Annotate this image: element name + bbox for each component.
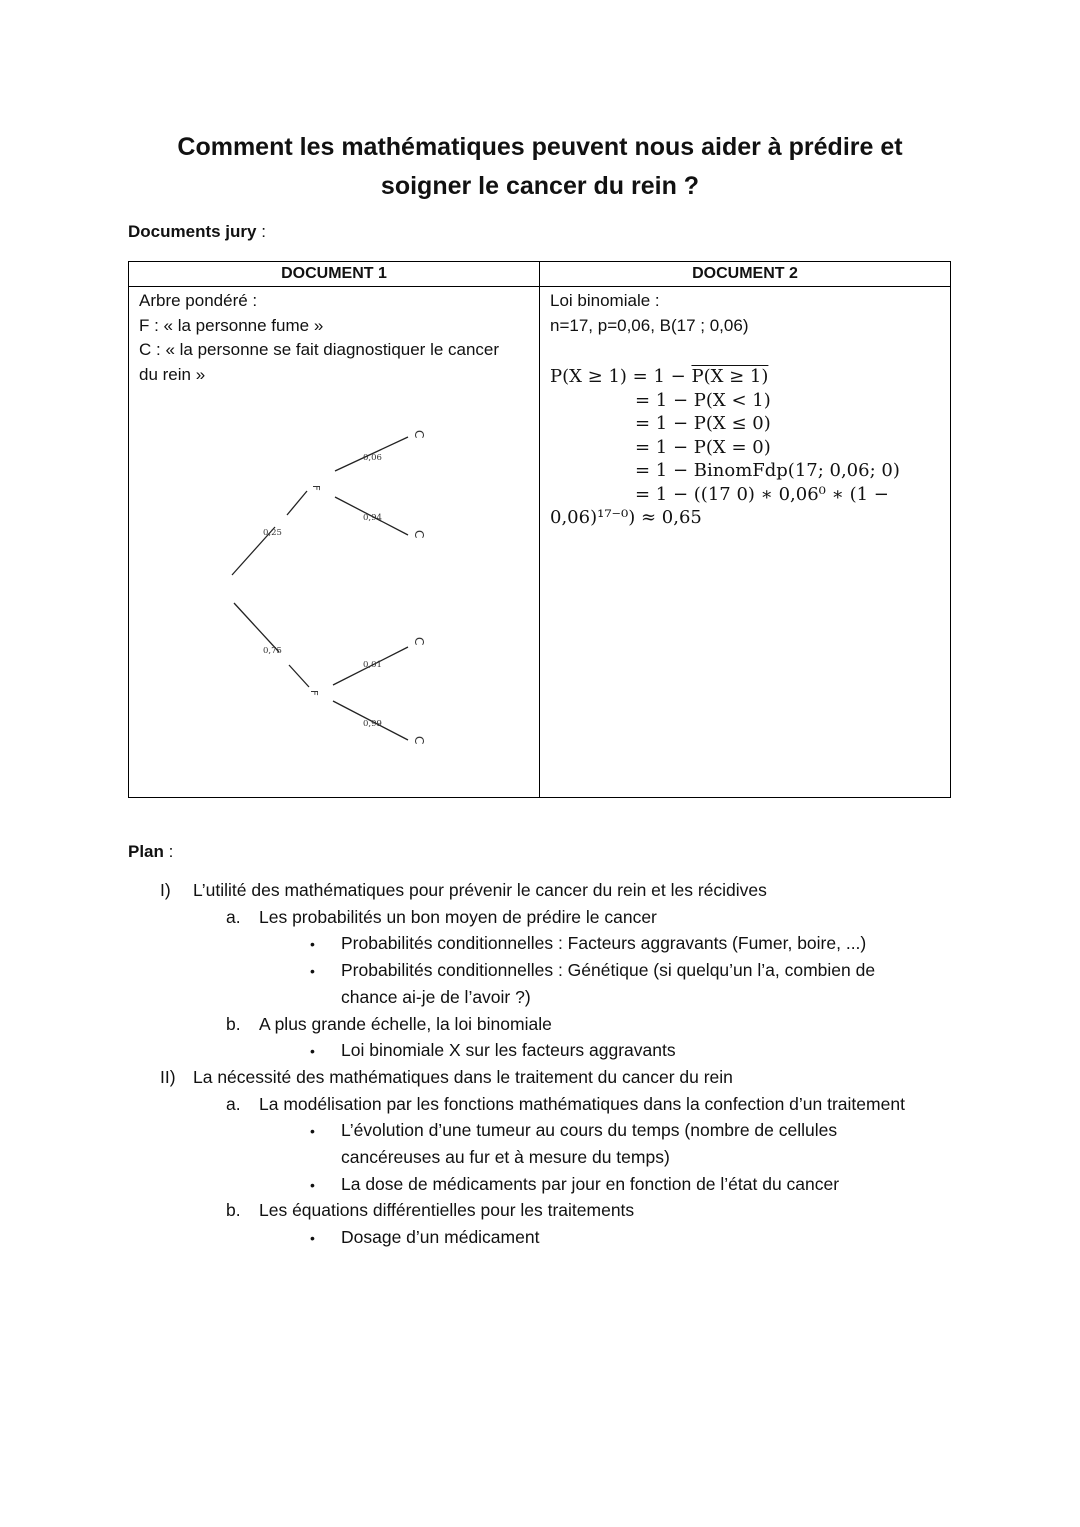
document1-line: du rein » [139,364,206,384]
plan-label: Plan [128,842,164,861]
tree-label-0-06: 0,06 [363,453,382,463]
plan-item-text: Dosage d’un médicament [341,1227,540,1247]
document1-line: F : « la personne fume » [139,315,324,335]
tree-node-C: C [412,430,426,439]
plan-item-text: Les équations différentielles pour les traitements [259,1200,635,1220]
list-marker: b. [226,1014,241,1034]
branch-F-hidden [287,491,307,515]
tree-node-Cbar: C [412,530,426,539]
document2-cell [540,287,951,798]
probability-tree [129,287,539,798]
formula-complement: P(X ≥ 1) [691,366,769,387]
branch-Fbar-hidden [289,665,309,687]
tree-node-F: F [310,485,321,491]
tree-node-Fbar: F [308,690,319,696]
list-marker: a. [226,1094,241,1114]
title-line-1: Comment les mathématiques peuvent nous aider à prédire et [177,133,903,161]
document2-line: n=17, p=0,06, B(17 ; 0,06) [550,315,749,335]
plan-item-text: L’utilité des mathématiques pour prévenir le cancer du rein et les récidives [193,880,767,900]
formula-line-6: = 1 − ((17 0) ∗ 0,06⁰ ∗ (1 − [635,483,889,505]
list-marker: I) [160,880,171,900]
bullet-icon: • [310,1043,315,1059]
document1-header: DOCUMENT 1 [129,262,540,287]
tree-node-C: C [412,637,426,646]
plan-item-text: A plus grande échelle, la loi binomiale [259,1014,552,1034]
tree-label-0-99: 0,99 [363,719,382,729]
formula-lhs: P(X ≥ 1) = 1 − [550,366,692,387]
plan-colon: : [163,842,174,861]
formula-line-2: = 1 − P(X < 1) [635,389,771,411]
tree-label-0-25: 0,25 [263,528,282,538]
plan-item-text: cancéreuses au fur et à mesure du temps) [341,1147,670,1167]
plan-item-text: La dose de médicaments par jour en fonction de l’état du cancer [341,1174,840,1194]
formula-line-7: 0,06)¹⁷⁻⁰) ≈ 0,65 [550,507,702,528]
formula-line-1 [550,365,945,389]
plan-item-text: chance ai-je de l’avoir ?) [341,987,531,1007]
document1-line: C : « la personne se fait diagnostiquer le cancer [139,340,500,359]
documents-jury-label: Documents jury [128,222,257,241]
tree-node-Cbar: C [412,736,426,745]
plan-item-text: Les probabilités un bon moyen de prédire le cancer [259,907,657,927]
document2-line: Loi binomiale : [550,291,660,310]
plan-heading [128,842,173,862]
page-title [120,128,960,206]
documents-jury-colon: : [256,222,266,241]
list-marker: b. [226,1200,241,1220]
binomial-formula [550,365,945,530]
formula-line-4: = 1 − P(X = 0) [635,436,771,458]
title-line-2: soigner le cancer du rein ? [380,172,700,200]
document1-cell [129,287,540,798]
plan-item-text: Loi binomiale X sur les facteurs aggravants [341,1040,676,1060]
documents-jury-heading [128,222,266,242]
plan-item-text: Probabilités conditionnelles : Génétique (si quelqu’un l’a, combien de [341,960,876,980]
document2-text [540,287,950,340]
bullet-icon: • [310,936,315,952]
formula-line-5: = 1 − BinomFdp(17; 0,06; 0) [635,460,900,481]
document2-header: DOCUMENT 2 [540,262,951,287]
bullet-icon: • [310,1177,315,1193]
plan-item-text: La modélisation par les fonctions mathématiques dans la confection d’un traitement [259,1094,905,1114]
document1-line: Arbre pondéré : [139,291,258,310]
bullet-icon: • [310,1123,315,1139]
plan-item-text: L’évolution d’une tumeur au cours du temps (nombre de cellules [341,1120,838,1140]
list-marker: a. [226,907,241,927]
bullet-icon: • [310,1230,315,1246]
plan-item-text: La nécessité des mathématiques dans le traitement du cancer du rein [193,1067,733,1087]
documents-table [128,261,951,798]
list-marker: II) [160,1067,176,1087]
tree-label-0-94: 0,94 [363,513,382,523]
bullet-icon: • [310,963,315,979]
branch-root-Fbar [234,603,279,652]
tree-label-0-75: 0,75 [263,646,282,656]
plan-item-text: Probabilités conditionnelles : Facteurs aggravants (Fumer, boire, ...) [341,933,867,953]
formula-line-3: = 1 − P(X ≤ 0) [635,413,771,434]
tree-label-0-01: 0,01 [363,660,382,670]
